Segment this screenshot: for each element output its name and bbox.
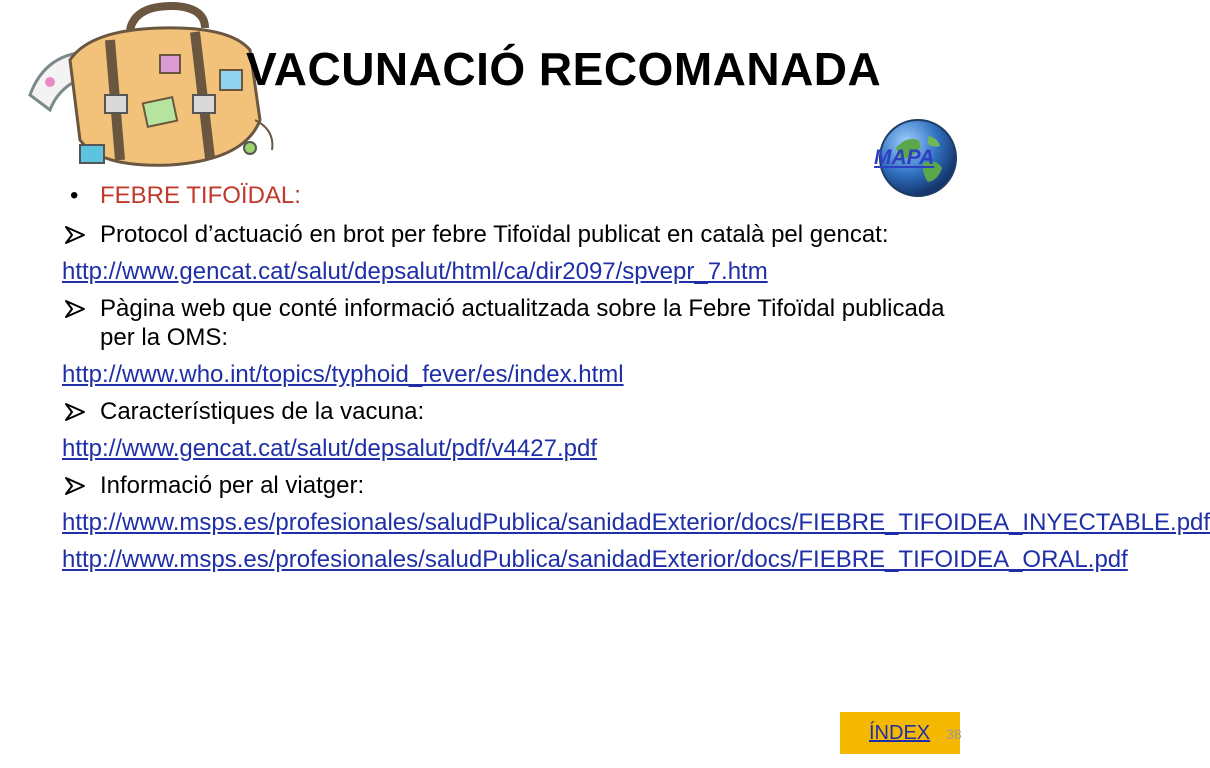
bullet-icon: • (70, 182, 79, 209)
list-item-text: Protocol d’actuació en brot per febre Tifoïdal publicat en català pel gencat: (100, 221, 889, 248)
arrow-bullet-icon (64, 402, 88, 422)
link-row (62, 257, 982, 286)
link-row (62, 434, 982, 463)
link-row (62, 360, 982, 389)
list-item (62, 471, 982, 500)
who-typhoid-link[interactable]: http://www.who.int/topics/typhoid_fever/es/index.html (62, 361, 624, 388)
slide-body (62, 181, 1210, 582)
list-item-text: Característiques de la vacuna: (100, 398, 425, 425)
list-item-text: Informació per al viatger: (100, 472, 365, 499)
list-item-text: Pàgina web que conté informació actualitzada sobre la Febre Tifoïdal publicada per la OMS: (100, 295, 945, 351)
arrow-bullet-icon (64, 476, 88, 496)
arrow-bullet-icon (64, 225, 88, 245)
section-heading: FEBRE TIFOÏDAL: (100, 182, 301, 209)
link-row (62, 508, 1210, 537)
section-heading-row (62, 181, 982, 210)
injectable-pdf-link[interactable]: http://www.msps.es/profesionales/saludPublica/sanidadExterior/docs/FIEBRE_TIFOIDEA_INYECTABLE.pdf (62, 509, 1210, 536)
list-item (62, 294, 982, 352)
list-item (62, 397, 982, 426)
link-row (62, 545, 1128, 574)
arrow-bullet-icon (64, 299, 88, 319)
oral-pdf-link[interactable]: http://www.msps.es/profesionales/saludPublica/sanidadExterior/docs/FIEBRE_TIFOIDEA_ORAL.pdf (62, 546, 1128, 573)
vaccine-pdf-link[interactable]: http://www.gencat.cat/salut/depsalut/pdf/v4427.pdf (62, 435, 598, 462)
index-link[interactable]: ÍNDEX (869, 722, 931, 744)
mapa-link[interactable]: MAPA (874, 146, 935, 169)
slide-number: 38 (946, 726, 962, 742)
gencat-protocol-link[interactable]: http://www.gencat.cat/salut/depsalut/html/ca/dir2097/spvepr_7.htm (62, 258, 768, 285)
slide-title: VACUNACIÓ RECOMANADA (246, 43, 882, 95)
list-item (62, 220, 982, 249)
suitcase-illustration (10, 0, 280, 185)
